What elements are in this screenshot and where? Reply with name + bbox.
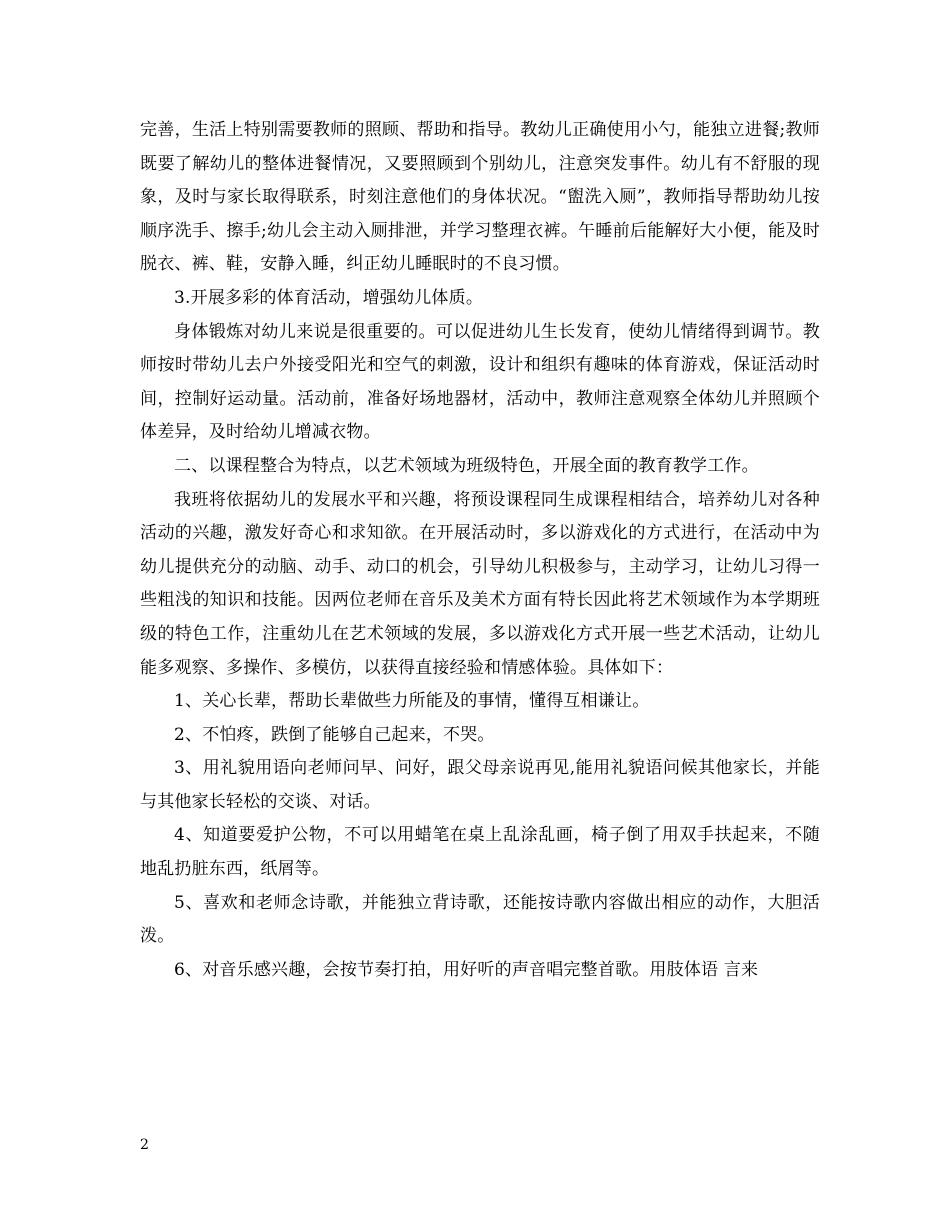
paragraph-3: 身体锻炼对幼儿来说是很重要的。可以促进幼儿生长发育，使幼儿情绪得到调节。教师按时带幼儿去户外接受阳光和空气的刺激，设计和组织有趣味的体育游戏，保证活动时间，控制好运动量。活动前，准备好场地器材，活动中，教师注意观察全体幼儿并照顾个体差异，及时给幼儿增减衣物。 xyxy=(140,321,820,443)
list-item-2: 2、不怕疼，跌倒了能够自己起来，不哭。 xyxy=(174,724,495,745)
list-item-4: 4、知道要爱护公物，不可以用蜡笔在桌上乱涂乱画，椅子倒了用双手扶起来，不随地乱扔脏东西，纸屑等。 xyxy=(140,825,820,880)
list-item-3: 3、用礼貌用语向老师问早、问好，跟父母亲说再见,能用礼貌语问候其他家长，并能与其他家长轻松的交谈、对话。 xyxy=(140,758,820,812)
paragraph-5: 我班将依据幼儿的发展水平和兴趣，将预设课程同生成课程相结合，培养幼儿对各种活动的兴趣，激发好奇心和求知欲。在开展活动时，多以游戏化的方式进行，在活动中为幼儿提供充分的动脑、动手、动口的机会，引导幼儿积极参与，主动学习，让幼儿习得一些粗浅的知识和技能。因两位老师在音乐及美术方面有特长因此将艺术领域作为本学期班级的特色工作，注重幼儿在艺术领域的发展，多以游戏化方式开展一些艺术活动，让幼儿能多观察、多操作、多模仿，以获得直接经验和情感体验。具体如下： xyxy=(140,489,820,678)
list-item-6: 6、对音乐感兴趣，会按节奏打拍，用好听的声音唱完整首歌。用肢体语 言来 xyxy=(174,959,759,980)
paragraph-2: 3.开展多彩的体育活动，增强幼儿体质。 xyxy=(174,287,484,308)
list-item-5: 5、喜欢和老师念诗歌，并能独立背诗歌，还能按诗歌内容做出相应的动作，大胆活泼。 xyxy=(140,892,820,947)
list-item-1: 1、关心长辈，帮助长辈做些力所能及的事情，懂得互相谦让。 xyxy=(174,691,650,712)
document-body xyxy=(140,114,820,987)
page-number: 2 xyxy=(140,1137,149,1153)
section-heading: 二、以课程整合为特点，以艺术领域为班级特色，开展全面的教育教学工作。 xyxy=(174,455,759,476)
paragraph-1: 完善，生活上特别需要教师的照顾、帮助和指导。教幼儿正确使用小勺，能独立进餐;教师既要了解幼儿的整体进餐情况，又要照顾到个别幼儿，注意突发事件。幼儿有不舒服的现象，及时与家长取得联系，时刻注意他们的身体状况。“盥洗入厕”，教师指导帮助幼儿按顺序洗手、擦手;幼儿会主动入厕排泄，并学习整理衣裤。午睡前后能解好大小便，能及时脱衣、裤、鞋，安静入睡，纠正幼儿睡眠时的不良习惯。 xyxy=(140,120,820,275)
